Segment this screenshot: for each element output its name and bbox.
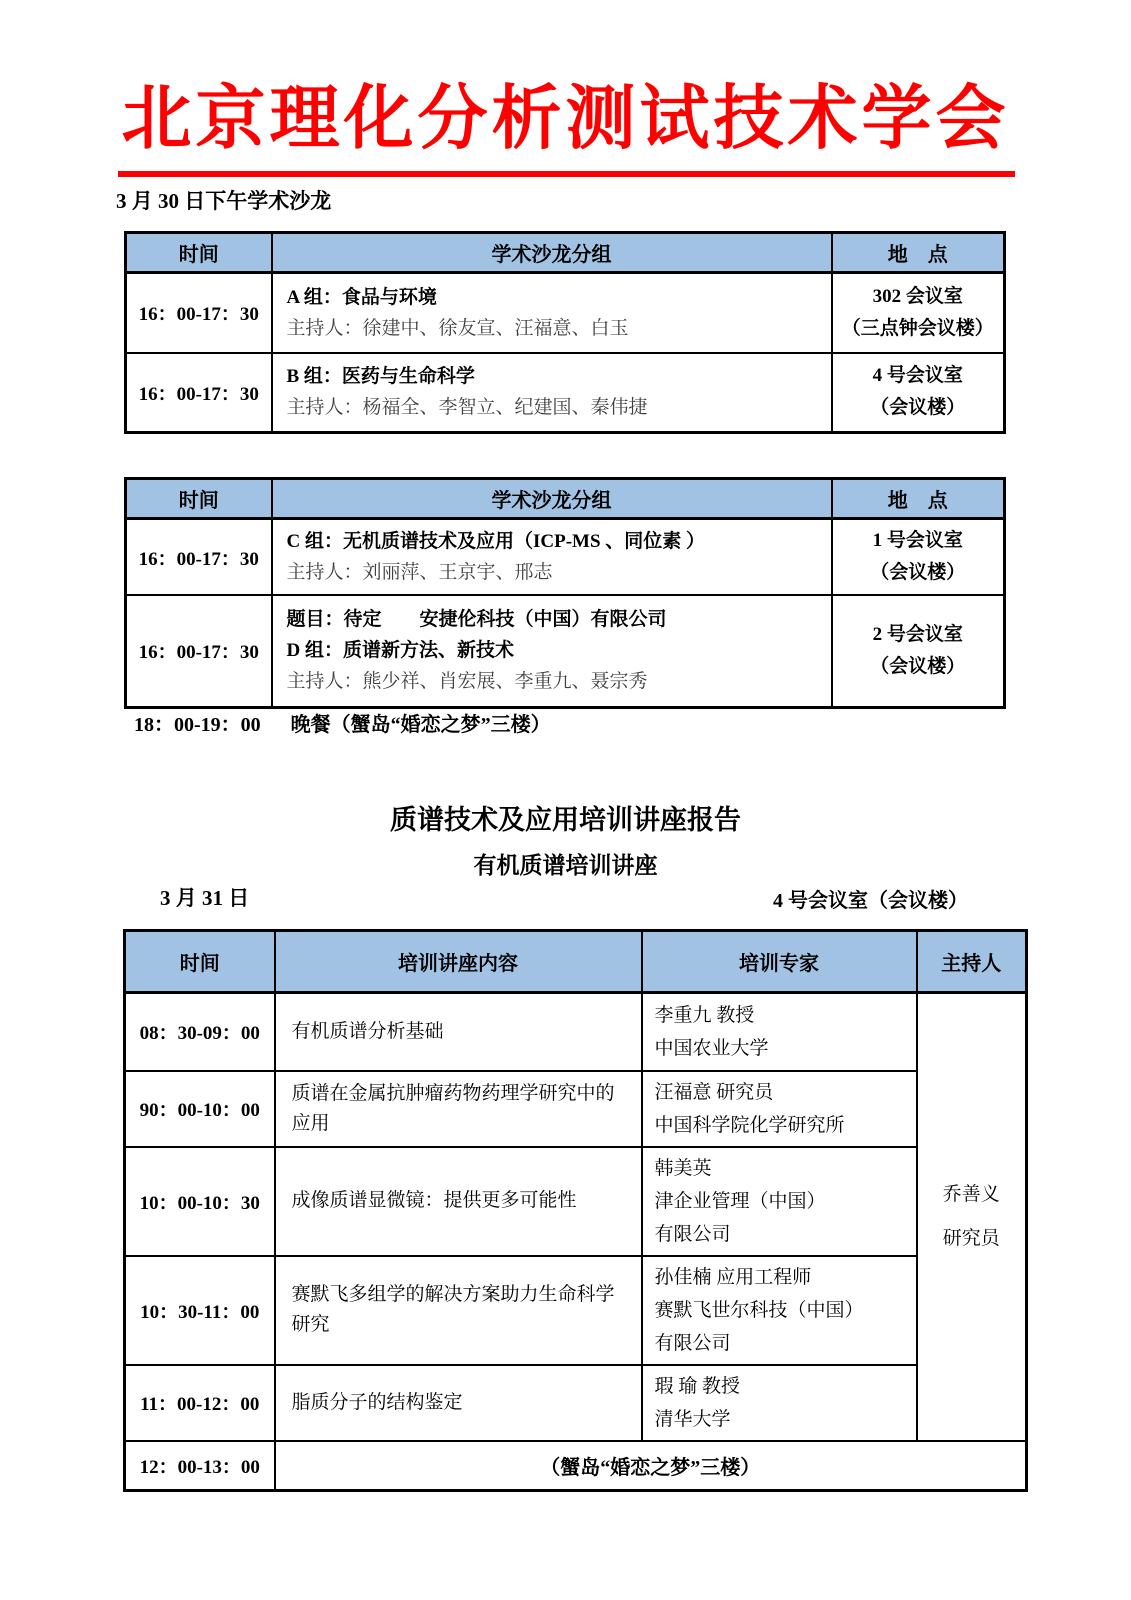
salon-table-ab <box>124 231 1006 434</box>
lecture-subheading: 有机质谱培训讲座 <box>473 853 658 878</box>
moderator-cell <box>917 993 1027 1441</box>
expert-name: 孙佳楠 应用工程师 <box>654 1266 812 1288</box>
expert-name: 李重九 教授 <box>654 1004 755 1026</box>
table-row-lecture-3 <box>125 1147 1027 1256</box>
group-cell <box>272 519 832 596</box>
place-room: 1 号会议室 <box>872 530 963 551</box>
place-building: （会议楼） <box>870 397 966 419</box>
table-row-group-a <box>126 273 1005 353</box>
lecture-date: 3 月 31 日 <box>160 886 250 910</box>
place-room: 4 号会议室 <box>872 365 963 387</box>
moderator-title: 研究员 <box>942 1227 1000 1249</box>
header-host: 主持人 <box>917 931 1027 993</box>
header-content: 培训讲座内容 <box>275 931 642 993</box>
header-time: 时间 <box>126 233 272 273</box>
place-building: （会议楼） <box>870 562 966 583</box>
time-cell: 16：00-17：30 <box>126 353 272 433</box>
group-cell <box>272 273 832 353</box>
group-topic: 题目：待定 安捷伦科技（中国）有限公司 <box>286 609 667 631</box>
expert-name: 瑕 瑜 教授 <box>654 1375 741 1397</box>
time-cell: 90：00-10：00 <box>125 1071 275 1147</box>
section1-label: 3 月 30 日下午学术沙龙 <box>116 189 332 213</box>
group-title: C 组：无机质谱技术及应用（ICP-MS 、同位素 ） <box>286 531 706 552</box>
dinner-time: 18：00-19：00 <box>134 714 261 736</box>
table-row-lecture-5 <box>125 1365 1027 1441</box>
lecture-content-cell: 赛默飞多组学的解决方案助力生命科学研究 <box>275 1256 642 1365</box>
header-time: 时间 <box>125 931 275 993</box>
place-cell <box>832 273 1005 353</box>
lecture-content-cell: 脂质分子的结构鉴定 <box>275 1365 642 1441</box>
header-place: 地 点 <box>832 479 1005 519</box>
table-header-row <box>126 233 1005 273</box>
header-group: 学术沙龙分组 <box>272 233 832 273</box>
place-room: 2 号会议室 <box>872 623 963 645</box>
group-hosts: 主持人：杨福全、李智立、纪建国、秦伟捷 <box>286 397 648 419</box>
group-title: B 组：医药与生命科学 <box>286 366 475 388</box>
lecture-content-cell: 有机质谱分析基础 <box>275 993 642 1071</box>
group-hosts: 主持人：刘丽萍、王京宇、邢志 <box>286 562 553 583</box>
place-building: （会议楼） <box>870 655 966 677</box>
place-building: （三点钟会议楼） <box>841 317 994 339</box>
group-cell <box>272 353 832 433</box>
time-cell: 11：00-12：00 <box>125 1365 275 1441</box>
header-time: 时间 <box>126 479 272 519</box>
header-place: 地 点 <box>832 233 1005 273</box>
time-cell: 10：30-11：00 <box>125 1256 275 1365</box>
expert-affiliation: 清华大学 <box>654 1408 731 1430</box>
table-header-row <box>125 931 1027 993</box>
expert-cell <box>642 1071 917 1147</box>
dinner-text: 晚餐（蟹岛“婚恋之梦”三楼） <box>290 714 551 736</box>
table-row-group-b <box>126 353 1005 433</box>
table-header-row <box>126 479 1005 519</box>
group-hosts: 主持人：徐建中、徐友宣、汪福意、白玉 <box>286 317 629 339</box>
group-title: A 组：食品与环境 <box>286 286 437 308</box>
expert-cell <box>642 1147 917 1256</box>
place-cell <box>832 353 1005 433</box>
expert-cell <box>642 1365 917 1441</box>
expert-affiliation: 中国科学院化学研究所 <box>654 1114 845 1136</box>
table-row-lunch <box>125 1441 1027 1491</box>
time-cell: 08：30-09：00 <box>125 993 275 1071</box>
expert-affiliation: 有限公司 <box>654 1223 731 1245</box>
table-row-lecture-4 <box>125 1256 1027 1365</box>
document-title: 北京理化分析测试技术学会 <box>121 81 1010 158</box>
lecture-content-cell: 成像质谱显微镜：提供更多可能性 <box>275 1147 642 1256</box>
table-row-lecture-1 <box>125 993 1027 1071</box>
time-cell: 16：00-17：30 <box>126 519 272 596</box>
expert-cell <box>642 1256 917 1365</box>
lecture-venue: 4 号会议室（会议楼） <box>773 890 968 912</box>
training-table <box>123 929 1028 1492</box>
table-row-group-d <box>126 595 1005 707</box>
place-room: 302 会议室 <box>872 285 963 307</box>
place-cell <box>832 595 1005 707</box>
lecture-content-cell: 质谱在金属抗肿瘤药物药理学研究中的应用 <box>275 1071 642 1147</box>
group-hosts: 主持人：熊少祥、肖宏展、李重九、聂宗秀 <box>286 671 648 693</box>
expert-name: 韩美英 <box>654 1157 712 1179</box>
title-underline <box>118 171 1015 177</box>
table-row-lecture-2 <box>125 1071 1027 1147</box>
expert-affiliation: 赛默飞世尔科技（中国） <box>654 1299 864 1321</box>
table-row-group-c <box>126 519 1005 596</box>
expert-affiliation: 中国农业大学 <box>654 1037 769 1059</box>
time-cell: 12：00-13：00 <box>125 1441 275 1491</box>
expert-affiliation: 津企业管理（中国） <box>654 1190 826 1212</box>
header-group: 学术沙龙分组 <box>272 479 832 519</box>
moderator-name: 乔善义 <box>942 1183 1000 1205</box>
lecture-report-heading: 质谱技术及应用培训讲座报告 <box>390 805 741 835</box>
time-cell: 16：00-17：30 <box>126 595 272 707</box>
header-expert: 培训专家 <box>642 931 917 993</box>
lunch-cell: （蟹岛“婚恋之梦”三楼） <box>275 1441 1027 1491</box>
expert-name: 汪福意 研究员 <box>654 1081 774 1103</box>
expert-cell <box>642 993 917 1071</box>
time-cell: 10：00-10：30 <box>125 1147 275 1256</box>
group-title: D 组：质谱新方法、新技术 <box>286 640 514 662</box>
place-cell <box>832 519 1005 596</box>
expert-affiliation: 有限公司 <box>654 1332 731 1354</box>
salon-table-cd <box>124 477 1006 709</box>
group-cell <box>272 595 832 707</box>
dinner-line <box>134 708 551 737</box>
time-cell: 16：00-17：30 <box>126 273 272 353</box>
